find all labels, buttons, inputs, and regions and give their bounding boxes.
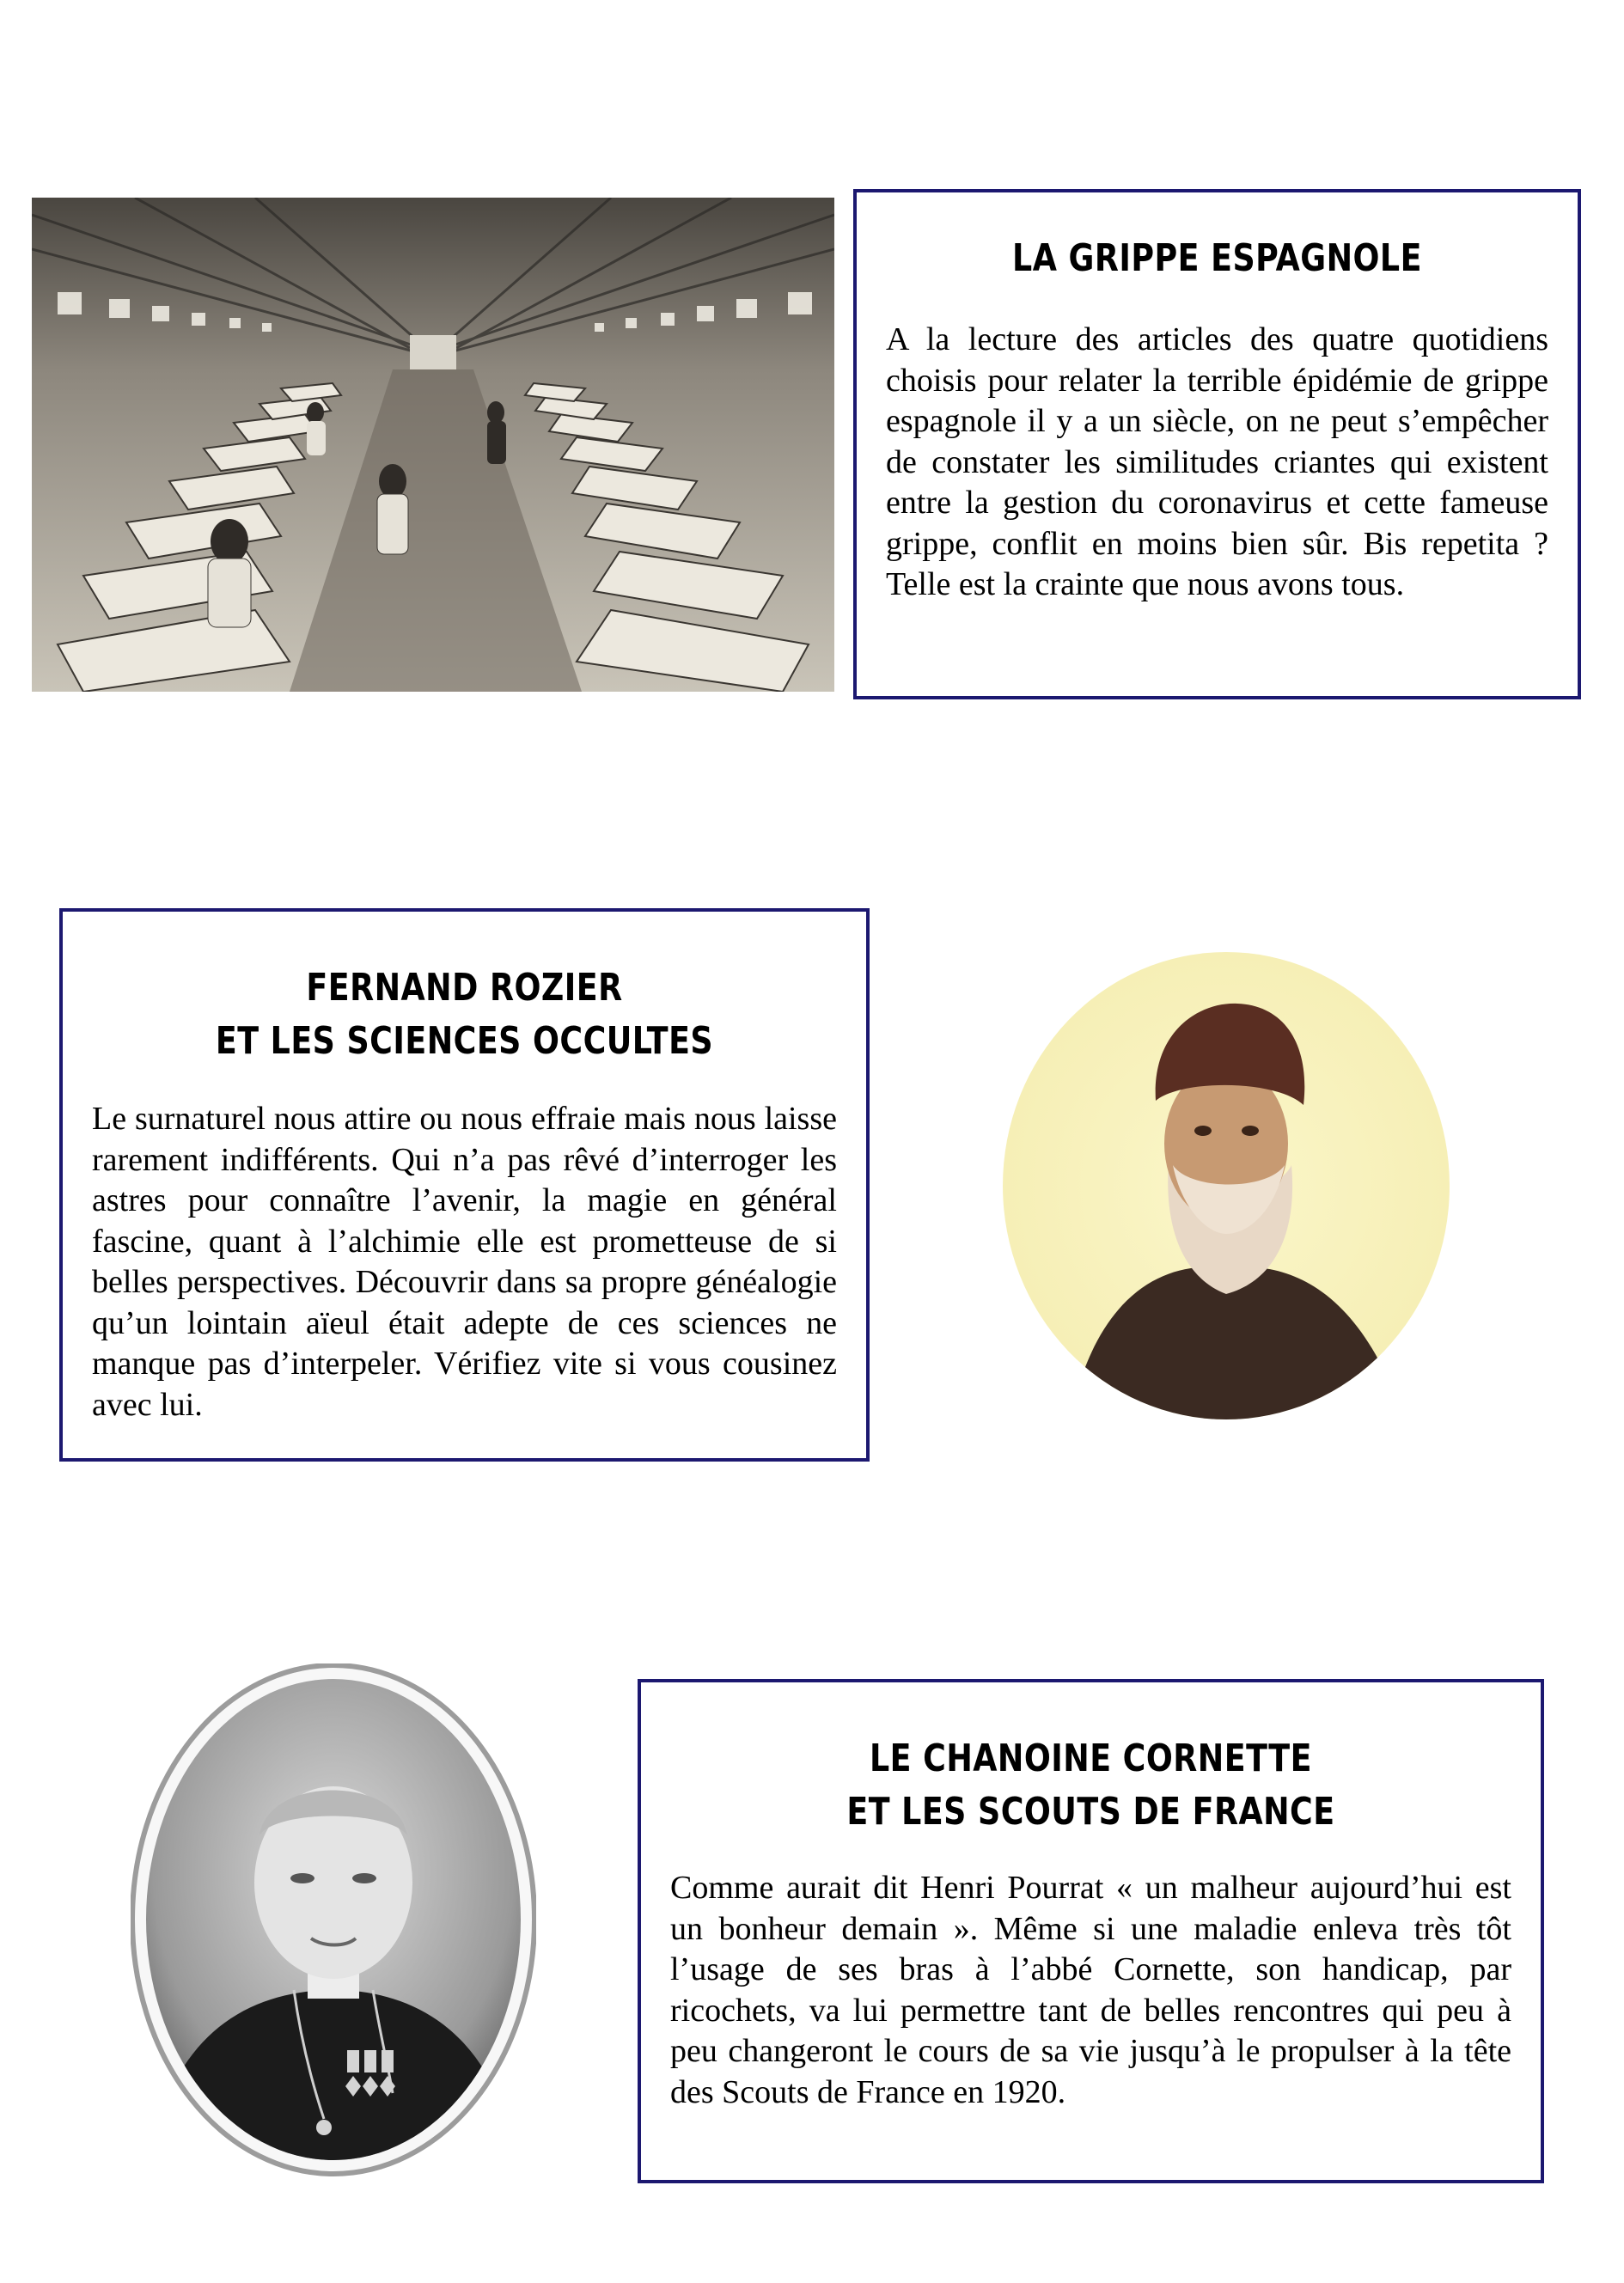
fernand-rozier-portrait <box>1001 950 1452 1421</box>
chanoine-cornette-title: LE CHANOINE CORNETTE ET LES SCOUTS DE FRANCE <box>846 1737 1335 1834</box>
grippe-espagnole-text: A la lecture des articles des quatre quotidiens choisis pour relater la terrible épidémie de grippe espagnole il y a un siècle, on ne peut s’empêcher de constater les similitudes criantes qui existent entre la gestion du coronavirus et cette fameuse grippe, conflit en moins bien sûr. Bis repetita ? Telle est la crainte que nous avons tous. <box>886 321 1548 602</box>
grippe-espagnole-title: LA GRIPPE ESPAGNOLE <box>1012 236 1422 280</box>
hospital-ward-photo <box>32 198 834 692</box>
fernand-rozier-title: FERNAND ROZIER ET LES SCIENCES OCCULTES <box>215 966 714 1063</box>
chanoine-cornette-box <box>638 1679 1544 2183</box>
fernand-rozier-box <box>59 908 870 1462</box>
chanoine-cornette-text: Comme aurait dit Henri Pourrat « un malheur aujourd’hui est un bonheur demain ». Même si une maladie enleva très tôt l’usage de ses bras à l’abbé Cornette, son handicap, par ricochets, va lui permettre tant de belles rencontres qui peu à peu changeront le cours de sa vie jusqu’à le propulser à la tête des Scouts de France en 1920. <box>670 1870 1511 2110</box>
chanoine-cornette-portrait <box>131 1663 536 2176</box>
grippe-espagnole-box <box>853 189 1581 699</box>
fernand-rozier-text: Le surnaturel nous attire ou nous effraie mais nous laisse rarement indifférents. Qui n’a pas rêvé d’interroger les astres pour connaître l’avenir, la magie en général fascine, quant à l’alchimie elle est prometteuse de si belles perspectives. Découvrir dans sa propre généalogie qu’un lointain aïeul était adepte de ces sciences ne manque pas d’interpeler. Vérifiez vite si vous cousinez avec lui. <box>92 1101 837 1423</box>
